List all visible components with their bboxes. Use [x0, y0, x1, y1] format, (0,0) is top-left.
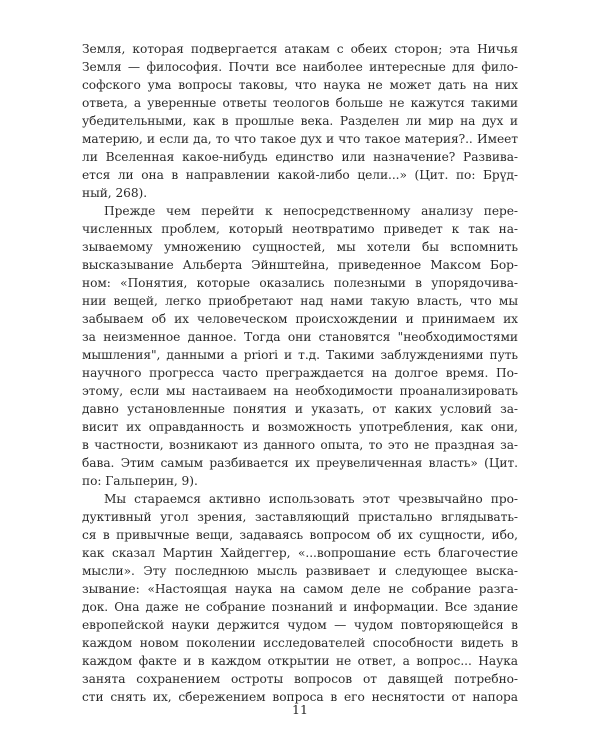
text-line: материю, и если да, то что такое дух и что такое материя?.. Имеет	[82, 132, 518, 146]
page-number: 11	[292, 702, 308, 717]
text-line: забываем об их человеческом происхождении и принимаем их	[82, 312, 518, 326]
text-line: Мы стараемся активно использовать этот чрезвычайно про-	[104, 492, 518, 506]
text-line: Земля, которая подвергается атакам с обеих сторон; эта Ничья	[82, 42, 518, 56]
text-line: каждом факте и в каждом открытии не ответ, а вопрос... Наука	[82, 654, 518, 668]
body-text	[82, 40, 518, 706]
text-line: каждом новом поколении исследователей способности видеть в	[82, 636, 518, 650]
text-line: давно установленные понятия и указать, от каких условий за-	[82, 402, 518, 416]
text-line: Земля — философия. Почти все наиболее интересные для фило-	[82, 60, 518, 74]
text-line: европейской науки держится чудом — чудом повторяющейся в	[82, 618, 518, 632]
text-line: научного прогресса часто преграждается на долгое время. По-	[82, 366, 518, 380]
text-line: висит их оправданность и возможность употребления, как они,	[82, 420, 518, 434]
text-line: ли Вселенная какое-нибудь единство или назначение? Развива-	[82, 150, 518, 164]
text-line: мысли». Эту последнюю мысль развивает и следующее выска-	[82, 564, 518, 578]
text-line: за неизменное данное. Тогда они становятся "необходимостями	[82, 330, 518, 344]
text-line: Прежде чем перейти к непосредственному анализу пере-	[104, 204, 518, 218]
paragraph	[82, 490, 518, 706]
text-line: высказывание Альберта Эйнштейна, приведенное Максом Бор-	[82, 258, 518, 272]
text-line: численных проблем, который неотвратимо приведет к так на-	[82, 222, 518, 236]
text-line: ный, 268).	[82, 186, 148, 200]
text-line: ном: «Понятия, которые оказались полезными в упорядочива-	[82, 276, 518, 290]
text-line: зывание: «Настоящая наука на самом деле не собрание разга-	[82, 582, 518, 596]
text-line: сти снять их, сбережением вопроса в его неснятости от напора	[82, 690, 518, 704]
text-line: убедительными, как в прошлые века. Разделен ли мир на дух и	[82, 114, 518, 128]
paragraph	[82, 202, 518, 490]
text-line: софского ума вопросы таковы, что наука не может дать на них	[82, 78, 518, 92]
text-line: нии вещей, легко приобретают над нами такую власть, что мы	[82, 294, 518, 308]
text-line: в частности, возникают из данного опыта, то это не праздная за-	[82, 438, 518, 452]
text-line: ответа, а уверенные ответы теологов больше не кажутся такими	[82, 96, 518, 110]
text-line: дуктивный угол зрения, заставляющий пристально вглядывать-	[82, 510, 518, 524]
text-line: мышления", данными a priori и т.д. Такими заблуждениями путь	[82, 348, 518, 362]
text-line: бава. Этим самым разбивается их преувеличенная власть» (Цит.	[82, 456, 518, 470]
text-line: этому, если мы настаиваем на необходимости проанализировать	[82, 384, 518, 398]
text-line: по: Гальперин, 9).	[82, 474, 198, 488]
text-line: ется ли она в направлении какой-либо цели...» (Цит. по: Брүд-	[82, 168, 518, 182]
text-line: зываемому умножению сущностей, мы хотели бы вспомнить	[82, 240, 518, 254]
text-line: занята сохранением остроты вопросов от давящей потребно-	[82, 672, 518, 686]
paragraph	[82, 40, 518, 202]
text-line: ся в привычные вещи, задаваясь вопросом об их сущности, ибо,	[82, 528, 518, 542]
text-line: док. Она даже не собрание познаний и информации. Все здание	[82, 600, 518, 614]
text-line: как сказал Мартин Хайдеггер, «...вопрошание есть благочестие	[82, 546, 518, 560]
